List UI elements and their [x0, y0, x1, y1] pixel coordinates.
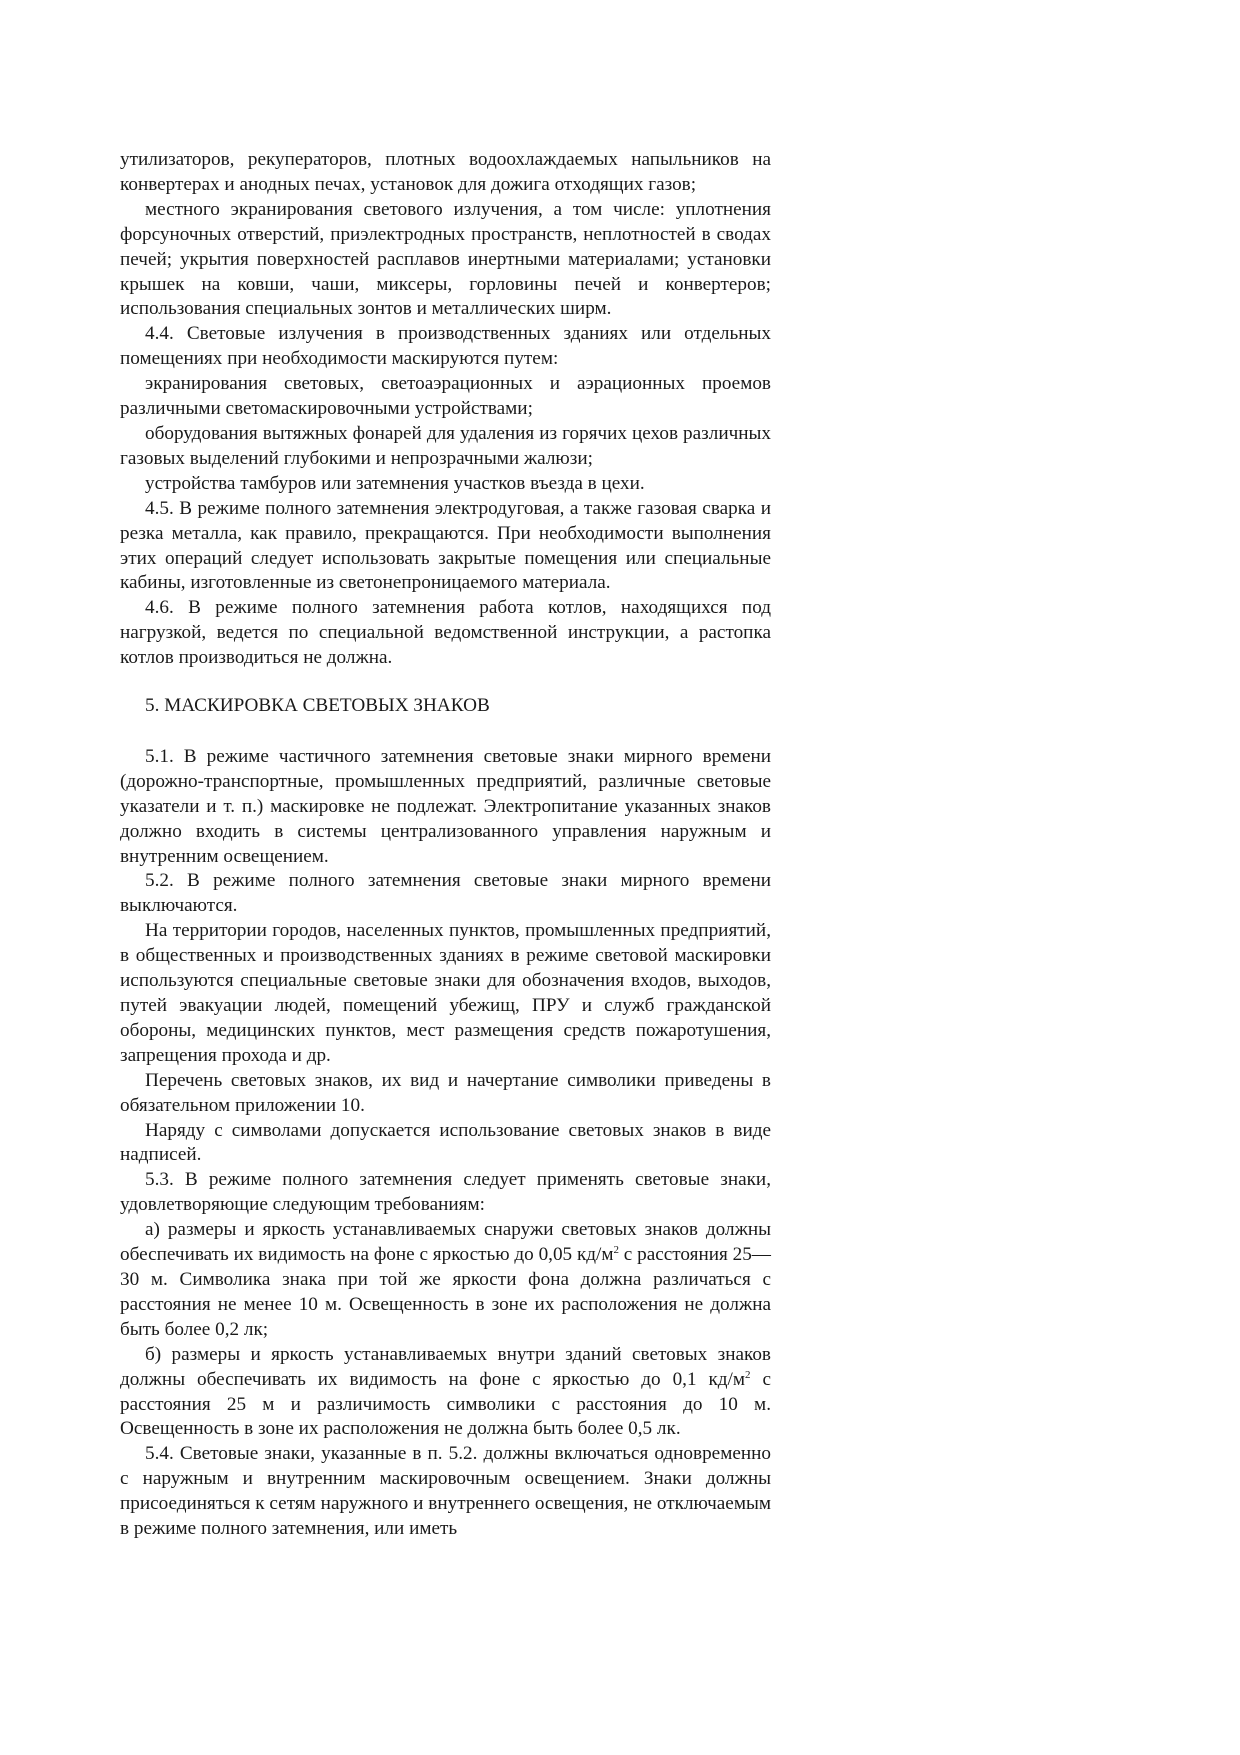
paragraph: Наряду с символами допускается использование световых знаков в виде надписей.: [120, 1119, 771, 1166]
text-part: с расстояния 25—30 м. Символика знака при той же яркости фона должна различаться с расстояния не менее 10 м. Освещенность в зоне их расположения не должна быть более 0,2 лк;: [120, 1244, 771, 1340]
text-part: а) размеры и яркость устанавливаемых снаружи световых знаков должны обеспечивать их видимость на фоне с яркостью до 0,05 кд/м: [120, 1219, 771, 1266]
text-part: с расстояния 25 м и различимость символики с расстояния до 10 м. Освещенность в зоне их расположения не должна быть более 0,5 лк.: [120, 1368, 771, 1440]
text-part: б) размеры и яркость устанавливаемых внутри зданий световых знаков должны обеспечивать их видимость на фоне с яркостью до 0,1 кд/м: [120, 1343, 771, 1390]
paragraph: устройства тамбуров или затемнения участков въезда в цехи.: [145, 472, 645, 494]
paragraph: утилизаторов, рекуператоров, плотных водоохлаждаемых напыльников на конвертерах и анодных печах, установок для дожига отходящих газов;: [120, 149, 771, 195]
paragraph: местного экранирования светового излучения, а том числе: уплотнения форсуночных отверстий, приэлектродных пространств, неплотностей в сводах печей; укрытия поверхностей расплавов инертными материалами; установки крышек на ковши, чаши, миксеры, горловины печей и конвертеров; использования специальных зонтов и металлических ширм.: [120, 198, 771, 320]
paragraph: 4.6. В режиме полного затемнения работа котлов, находящихся под нагрузкой, ведется по специальной ведомственной инструкции, а растопка котлов производиться не должна.: [120, 597, 771, 669]
paragraph: экранирования световых, светоаэрационных и аэрационных проемов различными светомаскировочными устройствами;: [120, 373, 771, 420]
paragraph: 5.4. Световые знаки, указанные в п. 5.2. должны включаться одновременно с наружным и внутренним маскировочным освещением. Знаки должны присоединяться к сетям наружного и внутреннего освещения, не отключаемым в режиме полного затемнения, или иметь: [120, 1443, 771, 1540]
list-item-b: [120, 1343, 771, 1443]
paragraph: 5.2. В режиме полного затемнения световые знаки мирного времени выключаются.: [120, 870, 771, 917]
document-page: [120, 148, 771, 1542]
paragraph: 4.4. Световые излучения в производственных зданиях или отдельных помещениях при необходимости маскируются путем:: [120, 323, 771, 370]
superscript: 2: [613, 1244, 619, 1257]
paragraph: 5.1. В режиме частичного затемнения световые знаки мирного времени (дорожно-транспортные, промышленных предприятий, различные световые указатели и т. п.) маскировке не подлежат. Электропитание указанных знаков должно входить в системы централизованного управления наружным и внутренним освещением.: [120, 745, 771, 867]
paragraph: оборудования вытяжных фонарей для удаления из горячих цехов различных газовых выделений глубокими и непрозрачными жалюзи;: [120, 422, 771, 469]
list-item-a: [120, 1218, 771, 1343]
paragraph: 4.5. В режиме полного затемнения электродуговая, а также газовая сварка и резка металла, как правило, прекращаются. При необходимости выполнения этих операций следует использовать закрытые помещения или специальные кабины, изготовленные из светонепроницаемого материала.: [120, 497, 771, 594]
paragraph: 5.3. В режиме полного затемнения следует применять световые знаки, удовлетворяющие следующим требованиям:: [120, 1169, 771, 1216]
superscript: 2: [745, 1368, 751, 1381]
paragraph: Перечень световых знаков, их вид и начертание символики приведены в обязательном приложении 10.: [120, 1069, 771, 1116]
section-heading: 5. МАСКИРОВКА СВЕТОВЫХ ЗНАКОВ: [145, 695, 490, 717]
paragraph: На территории городов, населенных пунктов, промышленных предприятий, в общественных и производственных зданиях в режиме световой маскировки используются специальные световые знаки для обозначения входов, выходов, путей эвакуации людей, помещений убежищ, ПРУ и служб гражданской обороны, медицинских пунктов, мест размещения средств пожаротушения, запрещения прохода и др.: [120, 920, 771, 1066]
